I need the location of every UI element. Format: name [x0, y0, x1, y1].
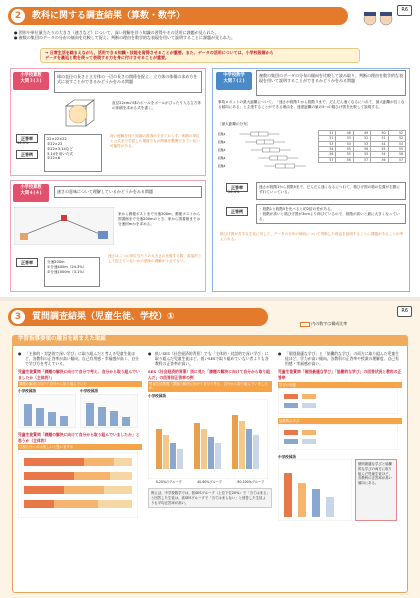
col1-text: ● 「主体的・対話的で深い学び」に取り組んだと考える児童生徒ほど、各教科の正答率が高い傾向。自己有用感・幸福感が高く、自分で学び方を考えている。 [18, 351, 142, 366]
elem-q44-rate-label: 正答率 [16, 258, 38, 267]
elem-q44-opt-1: ①分速400m（24.3%） [47, 264, 87, 269]
table-cell: 54 [388, 141, 405, 146]
table-cell: 56 [336, 157, 353, 162]
table-cell: 55 [336, 152, 353, 157]
junior-q72-tag: 中学校数学 大問７(２) [216, 72, 252, 90]
junior-q72-note: 箱ひげ図が苦手な生徒に対して、データの分布の傾向について判断した理由を説明することに課題があることが考えられる。 [220, 232, 404, 241]
table-cell: 52 [388, 131, 405, 136]
page-badge-2: R6 [397, 306, 412, 317]
section-title: 教科に関する調査結果（算数・数学） [32, 11, 186, 21]
elem-q33-answer-label: 正答例 [16, 150, 38, 159]
cube-sphere-icon [60, 98, 104, 128]
table-cell: 55 [388, 146, 405, 151]
col2-note: 例えば、中学校数学では、低SESグループ（上位下位20%）で「当てはまる」と回答した生徒は、高SESグループで「当てはまらない」と回答した生徒よりも平均正答率が高い。 [148, 488, 272, 508]
boxplot-box [259, 156, 299, 160]
banner-line-1: → 日常生活を踏まえながら、活用できる知識・技能を習得させることが重要。また、データの活用については、小学校段階から [45, 50, 274, 55]
col1-chart-b-title: 中学校国語 [80, 389, 98, 394]
col2-sub1: SES（社会経済的背景）別に見た「課題の解決に向けて自分から取り組んだ」の回答別正答率の例 [148, 369, 270, 380]
legend-swatch [300, 322, 310, 327]
table-cell: 55 [371, 146, 388, 151]
col1-bar-chart-a [18, 394, 76, 428]
table-cell: 51 [319, 136, 336, 141]
col3-sub3: 協働的な学び [278, 418, 402, 425]
table-cell: 48 [336, 131, 353, 136]
junior-q72-answer: 速さが段階1から段階5まで、だんだん速くなるにつれて、箱ひげ図の箱の位置が右側にずれていっている。 [256, 182, 406, 200]
col2-chart-title: 小学校国語 [148, 393, 166, 398]
boxplot-box [264, 164, 306, 168]
boxplot-box [245, 140, 285, 144]
col1-sub1: 児童生徒質問「課題の解決に向けて自分で考え、自分から取り組んでいましたか（主体的）」 [18, 369, 140, 380]
boxplot-chart [218, 128, 310, 173]
table-cell: 57 [353, 157, 370, 162]
elem-q44-opt-2: ②分速1000m（3.1%） [47, 269, 87, 274]
legend [300, 321, 347, 327]
elem-q44-desc [118, 212, 202, 227]
boxplot-box [251, 148, 291, 152]
elem-q33-problem: 球の直径の長さと立方体の一辺の長さの関係を捉え、立方体の体積の求め方を式に表すことができるかどうかをみる問題 [54, 71, 202, 93]
boxplot-label: 段階4 [218, 156, 226, 160]
table-cell: 51 [371, 136, 388, 141]
col1-sub1b: 課題の解決に向けて自分から取り組んでいた [18, 381, 142, 388]
col1-charts [18, 389, 142, 429]
col2-bar-label-2: 40-60%グループ [197, 480, 222, 485]
table-cell: 57 [319, 157, 336, 162]
table-cell: 56 [353, 146, 370, 151]
elem-q44-desc-1: 家から郵便ポストまで分速200m、郵便ポストから図書館まで分速200mのとき、家から [118, 212, 201, 221]
col3-bottom [278, 459, 402, 521]
route-map-icon [14, 207, 114, 245]
elem-q33-note: 深い理解を伴う知識の習得ができておらず、体積の単位と公式まで学習した場面でもの関係を整理できていない可能性がある。 [110, 134, 200, 148]
column-3 [278, 351, 402, 587]
col2-text: ● 低いSES（社会経済的背景）でも「主体的・対話的で深い学び」に取り組んだ児童生徒ほど、低いSESで取り組めていない者よりも各教科の正答率が高い。 [148, 351, 272, 366]
col1-bar-chart-b [80, 394, 138, 428]
col3-legend-chart-1 [278, 388, 398, 414]
table-cell: 56 [388, 152, 405, 157]
highlight-banner [40, 48, 360, 63]
section-title-bar [8, 7, 348, 25]
table-cell: 56 [371, 157, 388, 162]
junior-q72-problem: 複数の集団のデータの分布の傾向を比較して読み取り、判断の理由を数学的な表現を用いて説明することができるかどうかをみる問題 [256, 70, 406, 96]
table-cell: 49 [353, 131, 370, 136]
boxplot-box [240, 132, 280, 136]
junior-q72-rate: 26.4% [228, 190, 240, 194]
col3-legend-chart-2 [278, 424, 398, 450]
col2-bar-label-1: 0-20%のグループ [155, 480, 182, 485]
elem-q33-rate-label: 正答率 [16, 134, 38, 143]
boxplot-label: 段階3 [218, 148, 226, 152]
table-cell: 51 [319, 131, 336, 136]
table-row [319, 157, 406, 162]
answer-3: ②22×3.14など [47, 146, 73, 151]
col3-text: ● 「個別最適な学び」と「協働的な学び」の両方に取り組んだ児童生徒ほど、学力が高い傾向。各教科の正答率や授業の理解度、自己有用感・幸福感が高い。 [278, 351, 402, 366]
characters-icon [360, 10, 404, 30]
section-number: 2 [11, 9, 25, 23]
elem-q33-desc: 直径22cmの球のボールをボールがぴったり入る立方体の体積を求める式を書く。 [112, 101, 201, 110]
col1-chart-b [80, 389, 138, 429]
col1-stacked-chart [18, 452, 138, 518]
table-cell: 54 [371, 141, 388, 146]
intro-list [14, 30, 394, 41]
section-title-2: 質問調査結果（児童生徒、学校）① [32, 312, 175, 322]
page-2 [0, 301, 420, 598]
col2-sub2: 児童生徒質問「課題の解決に向けて自分で考え、自分から取り組んでいましたか」 [148, 381, 272, 392]
table-cell: 53 [319, 141, 336, 146]
intro-item-1: ● 図形や単位量当たりの大きさ（速さなど）について、深い理解を伴う知識の習得やその活用に課題が見られた。 [14, 30, 219, 35]
table-cell: 54 [319, 146, 336, 151]
table-cell: 56 [319, 152, 336, 157]
col3-bar-chart [278, 459, 352, 521]
boxplot-svg [218, 128, 310, 172]
answer-1: 22×22×22 [47, 137, 67, 141]
table-cell: 55 [353, 152, 370, 157]
boxplot-label: 段階5 [218, 164, 226, 168]
col1-sub3b: 学校に行くのは楽しいと思いますか [18, 444, 142, 451]
answer-5: ②22×6 [47, 156, 61, 161]
col2-grouped-bar-chart [148, 399, 268, 479]
banner-line-2: データを裏返と数を使って表現する力を身に付けさせることが重要。 [45, 55, 169, 61]
boxplot-label: 段階2 [218, 140, 226, 144]
route-diagram [14, 207, 114, 246]
elem-q33-rate: 36.9% [17, 141, 29, 145]
col3-chart-title: 中学校国語 [278, 454, 296, 459]
table-cell: 53 [336, 136, 353, 141]
col1-sub3: 児童生徒質問「課題の解決に向けて自分から取り組んでいましたか」と思うか（主体的） [18, 432, 140, 443]
elem-q44-tag: 小学校算数 大問４(４) [13, 184, 49, 202]
elem-q33-answers [44, 134, 102, 172]
intro-item-2: ● 複数の集団のデータの分布の傾向を比較して捉え、判断の理由を数学的な表現を用いて説明することに課題が見られた。 [14, 35, 235, 41]
table-cell: 57 [388, 157, 405, 162]
table-cell: 50 [371, 131, 388, 136]
table-cell: 52 [388, 136, 405, 141]
junior-q72-chart-title: ［最大距離の分布］ [218, 122, 251, 126]
elem-q44-note: 速さは二つの単位当たりの大きさの比較する際、直接的として捉えていないかの意味の理解が十分でない。 [108, 254, 202, 263]
junior-q72-rate-label: 正答率 [226, 183, 248, 192]
junior-q72-desc: 事故ロボットの最大距離について、「速さが段階１から段階５まで、だんだん速くなるにつれて、最大距離が長くなる傾向にある」と主張することができる理由を、速度距離の値の5つの箱ひげ図を比較して説明する。 [218, 100, 405, 109]
table-cell: 52 [353, 136, 370, 141]
table-cell: 55 [336, 146, 353, 151]
distance-table [318, 130, 406, 163]
elem-q44-problem: 速さの意味について理解しているかどうかをみる問題 [54, 186, 202, 198]
junior-q72-wrong: ・段階1と段階5を比べると約2倍の差がある。 ・段階が高いと箱ひげ図が3cmより伸びているので、段階が高いと最に大きくなっている。 [256, 204, 406, 224]
table-cell: 54 [336, 141, 353, 146]
col3-sub1: 児童生徒質問「個別最適な学び」「協働的な学び」の回答状況と教科の正答率 [278, 369, 402, 380]
section-head: 学習指導要領の趣旨を踏まえた取組 [12, 335, 408, 346]
col2-bar-labels [148, 480, 272, 484]
section-title-bar-2 [8, 308, 268, 326]
col3-sub2: 学習の到達 [278, 382, 402, 389]
section-number-2: 3 [11, 310, 25, 324]
table-cell: 53 [353, 141, 370, 146]
junior-q72-answer-label: 正答例 [226, 207, 248, 216]
page-badge: R6 [397, 5, 412, 16]
column-2 [148, 351, 272, 587]
col1-chart-a [18, 389, 76, 429]
legend-text: 内の数字は構成比率 [311, 321, 348, 326]
elem-q33-tag: 小学校算数 大問３(３) [13, 72, 49, 90]
elem-q44-desc-2: 図書館までは分速何mかを求める。 [118, 216, 201, 226]
page-1 [0, 0, 420, 297]
answer-4: 3.14を用いた式 [47, 151, 73, 156]
cube-diagram [60, 98, 104, 129]
column-1 [18, 351, 142, 587]
elem-q44-rate: 分速200m [47, 260, 65, 264]
table-cell: 54 [371, 152, 388, 157]
col2-bar-label-3: 80-100%グループ [237, 480, 265, 485]
col3-note: 個別最適な学びと協働的な学びの両方に取り組んだ児童生徒ほど、各教科の正答率が高い傾向にある。 [355, 459, 397, 521]
col1-chart-a-title: 小学校国語 [18, 389, 36, 394]
elem-q44-answers [44, 257, 100, 287]
answer-2: ②22×22 [47, 141, 63, 146]
boxplot-label: 段階1 [218, 132, 226, 136]
